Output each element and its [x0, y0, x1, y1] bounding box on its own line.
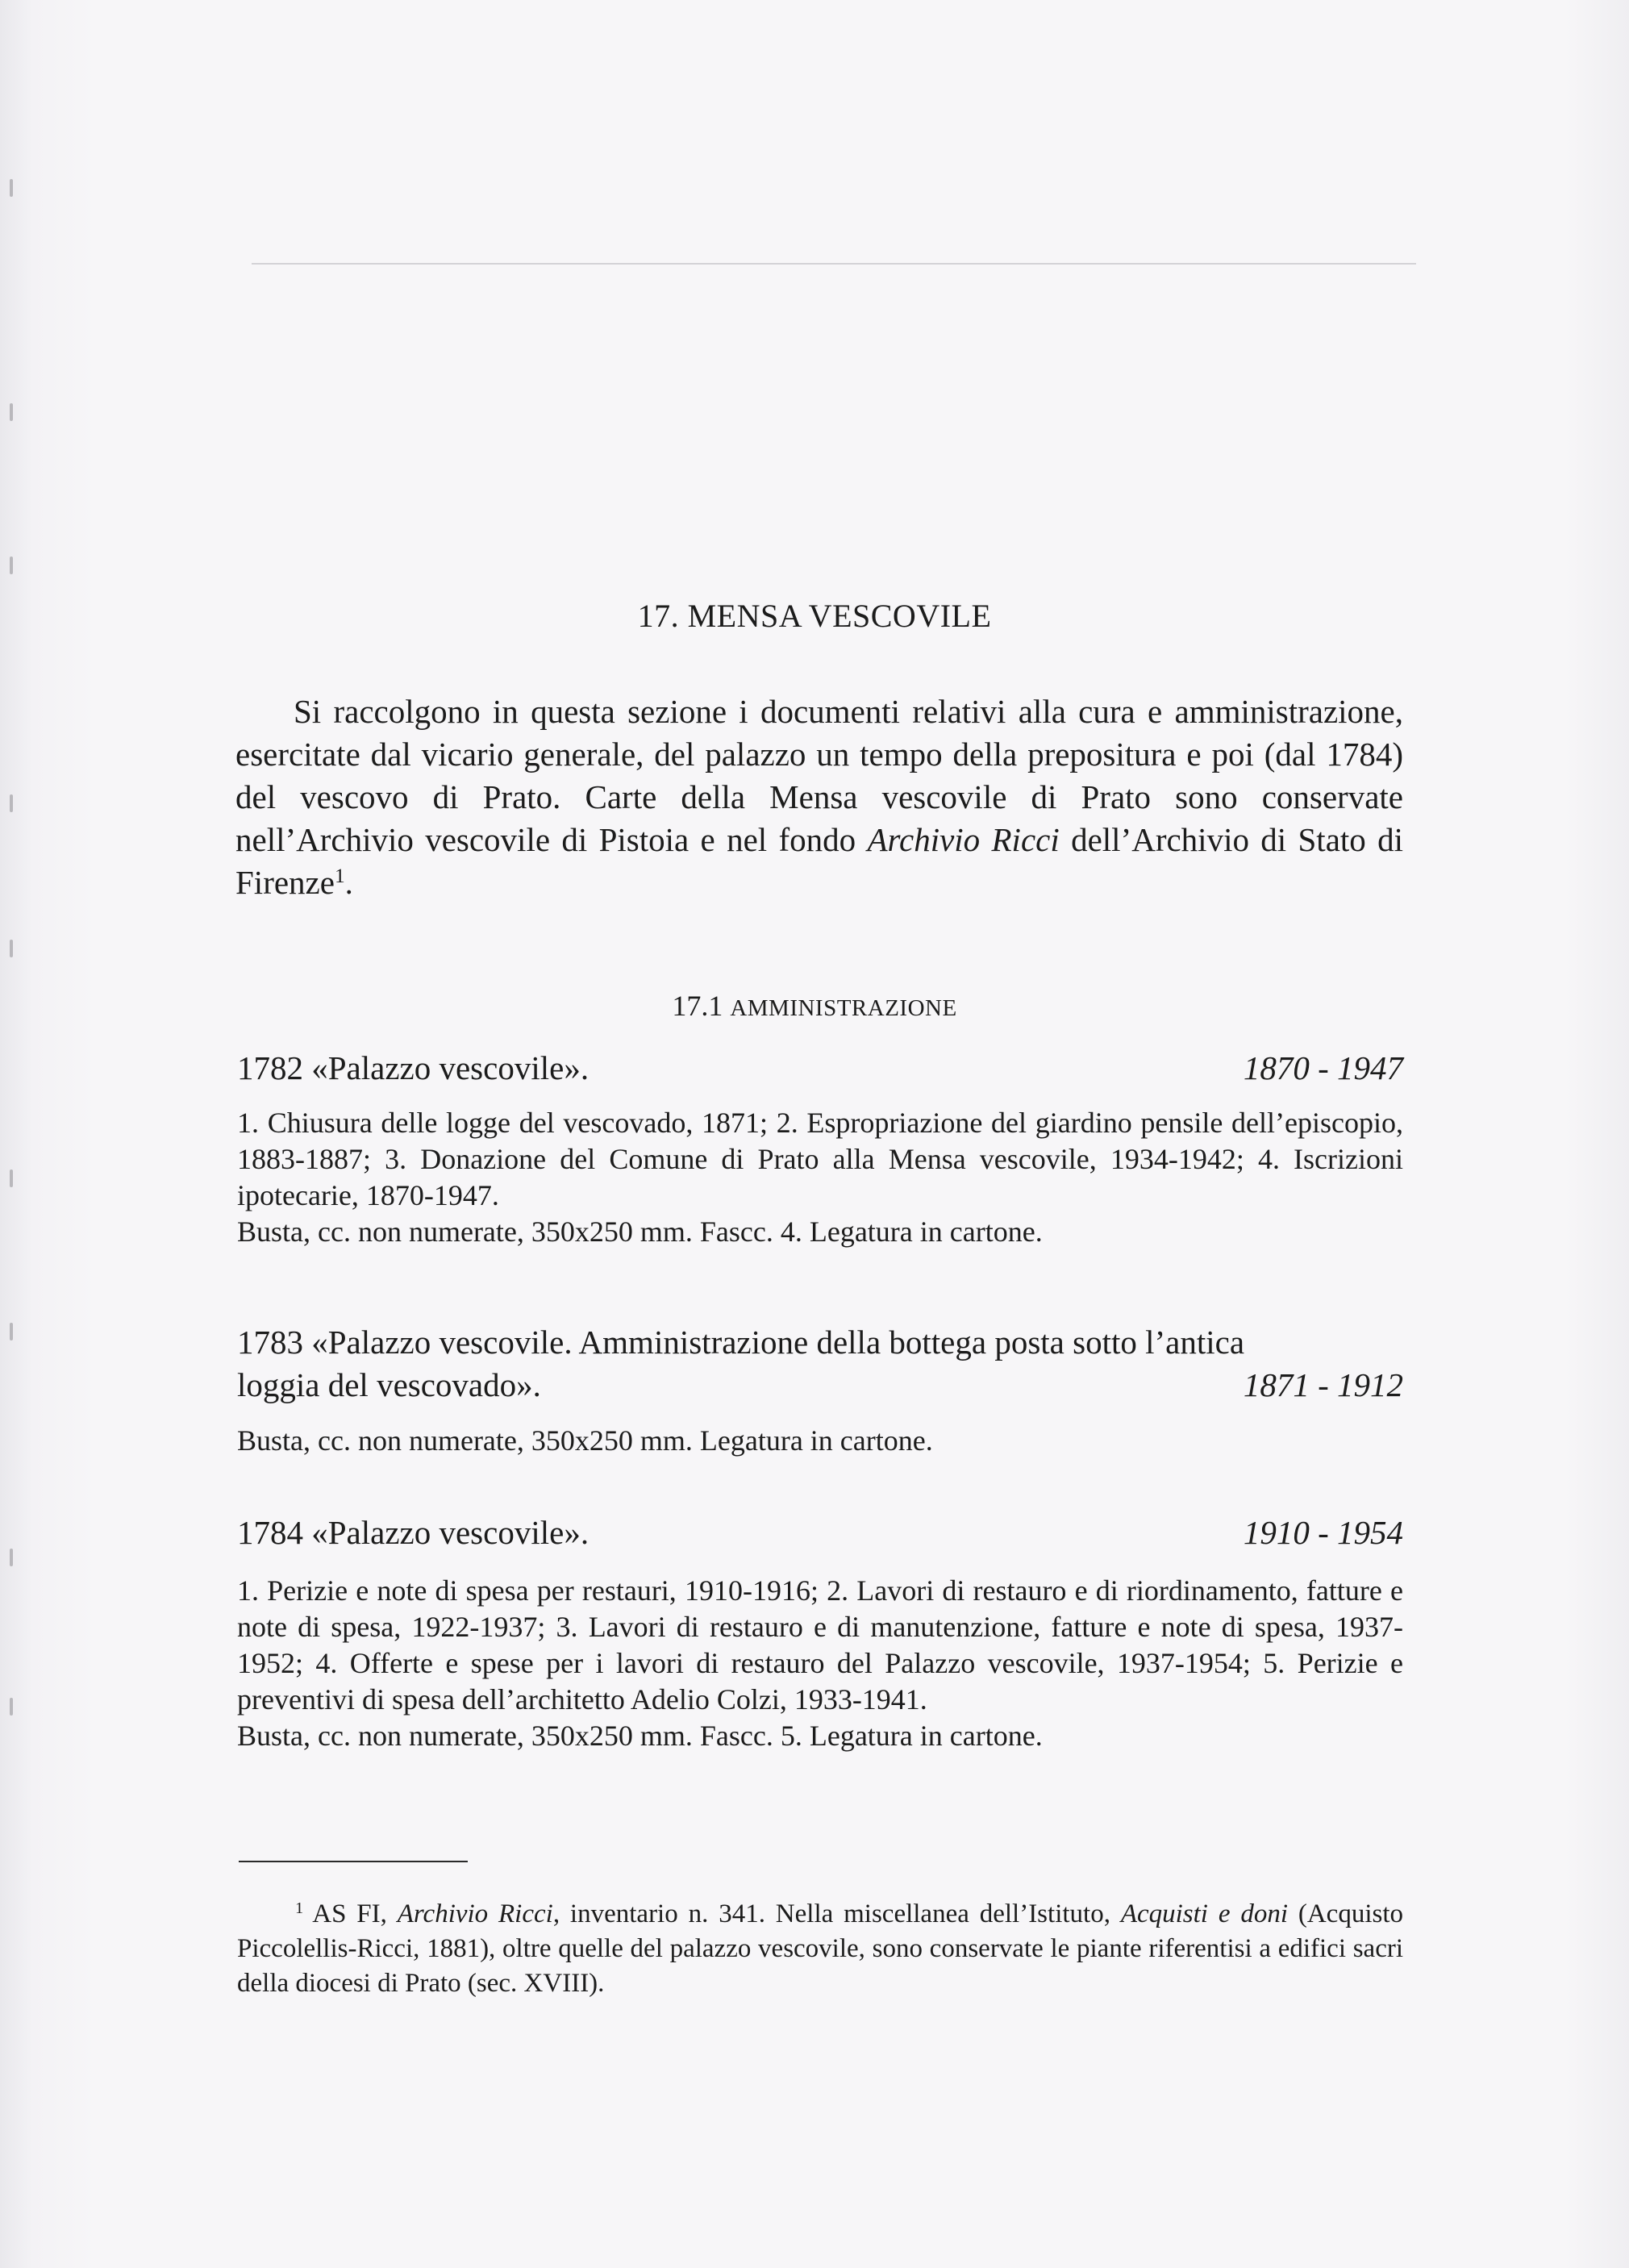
binding-mark — [10, 1169, 13, 1187]
show-through-rule — [252, 263, 1416, 265]
entry-content: 1. Chiusura delle logge del vescovado, 1871; 2. Espropriazione del giardino pensile dell’episcopio, 1883-1887; 3. Donazione del Comune di Prato alla Mensa vescovile, 1934-1942; 4. Iscrizioni ipotecarie, 1870-1947. — [237, 1107, 1403, 1211]
binding-mark — [10, 1698, 13, 1716]
subsection-heading: 17.1 AMMINISTRAZIONE — [672, 990, 957, 1022]
entry-dates: 1871 - 1912 — [1243, 1366, 1403, 1403]
binding-mark — [10, 403, 13, 421]
entry-dates: 1870 - 1947 — [1243, 1049, 1403, 1086]
entry-title: 1783 «Palazzo vescovile. Amministrazione della bottega posta sotto l’antica 1871 - 1912 loggia del vescovado». — [237, 1321, 1403, 1407]
binding-mark — [10, 557, 13, 574]
footnote: $^1$ AS FI, Archivio Ricci, inventario n. 341. Nella miscellanea dell’Istituto, Acquisti e doni (Acquisto Piccolellis-Ricci, 1881), oltre quelle del palazzo vescovile, sono conservate le piante riferentisi a edifici sacri della diocesi di Prato (sec. XVIII). — [237, 1899, 1404, 1998]
entry-dates: 1910 - 1954 — [1243, 1514, 1403, 1551]
entry-title: 1870 - 1947 1782 «Palazzo vescovile». — [237, 1047, 1403, 1090]
entry-physical-description: Busta, cc. non numerate, 350x250 mm. Legatura in cartone. — [237, 1424, 933, 1457]
binding-mark — [10, 794, 13, 812]
entry-physical-description: Busta, cc. non numerate, 350x250 mm. Fascc. 5. Legatura in cartone. — [237, 1720, 1043, 1752]
intro-italic-title: Archivio Ricci — [867, 821, 1060, 858]
entry-body — [237, 1105, 1403, 1250]
binding-mark — [10, 1549, 13, 1566]
entry-body — [237, 1573, 1403, 1754]
binding-mark — [10, 940, 13, 957]
section-heading: 17. MENSA VESCOVILE — [637, 598, 992, 634]
entry-physical-description: Busta, cc. non numerate, 350x250 mm. Fascc. 4. Legatura in cartone. — [237, 1215, 1043, 1248]
entry-title: 1910 - 1954 1784 «Palazzo vescovile». — [237, 1511, 1403, 1554]
binding-mark — [10, 179, 13, 197]
entry-content: 1. Perizie e note di spesa per restauri, 1910-1916; 2. Lavori di restauro e di riordinamento, fatture e note di spesa, 1922-1937; 3. Lavori di restauro e di manutenzione, fatture e note di spesa, 1937-1952; 4. Offerte e spese per i lavori di restauro del Palazzo vescovile, 1937-1954; 5. Perizie e preventivi di spesa dell’architetto Adelio Colzi, 1933-1941. — [237, 1574, 1403, 1716]
footnote-reference: 1 — [334, 865, 345, 888]
footnote-marker: 1 — [295, 1899, 304, 1917]
footnote-separator — [239, 1861, 468, 1862]
section-intro: Si raccolgono in questa sezione i documenti relativi alla cura e amministrazione, esercitate dal vicario generale, del palazzo un tempo della prepositura e poi (dal 1784) del vescovo di Prato. Carte della Mensa vescovile di Prato sono conservate nell’Archivio vescovile di Pistoia e nel fondo Archivio Ricci dell’Archivio di Stato di Firenze$^1$. — [235, 693, 1404, 901]
binding-mark — [10, 1323, 13, 1340]
entry-body — [237, 1423, 1403, 1459]
